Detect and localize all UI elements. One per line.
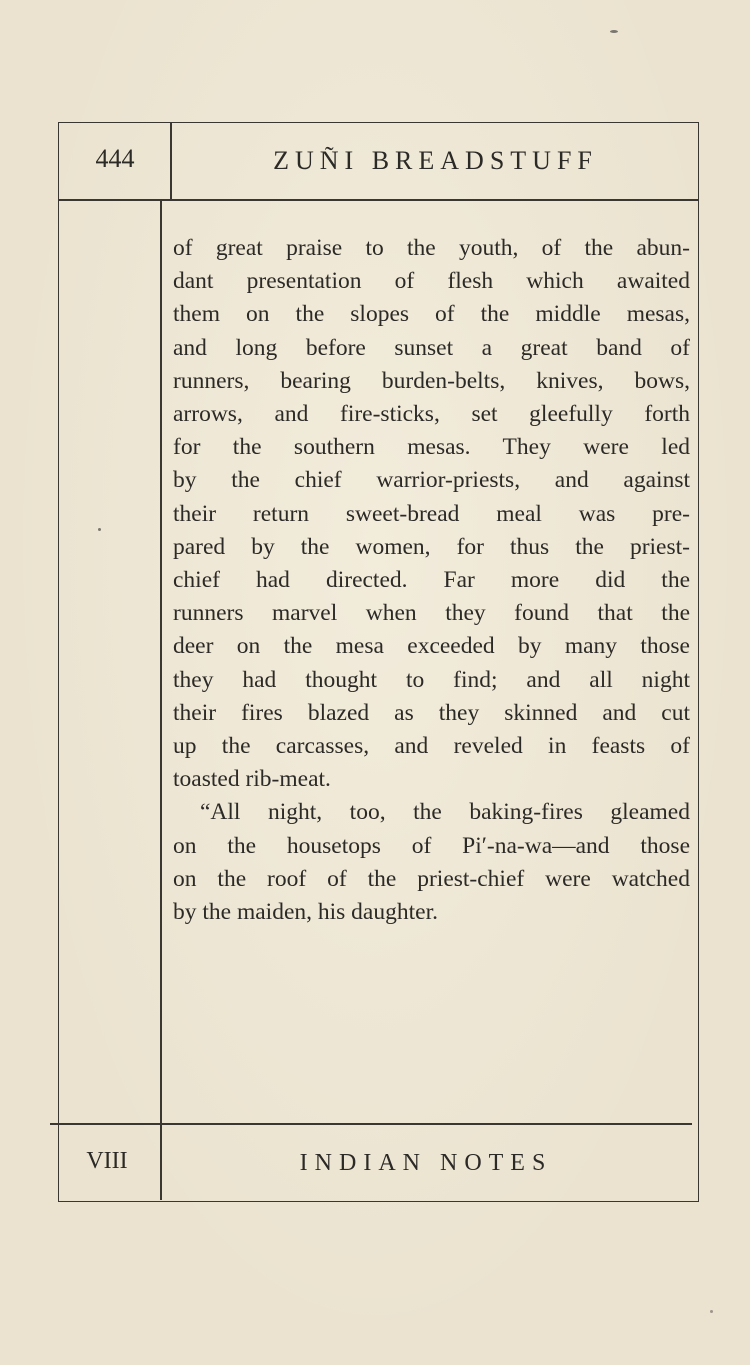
header-rule <box>58 199 699 201</box>
page-number: 444 <box>95 144 135 173</box>
margin-column-divider <box>160 200 162 1200</box>
text-line: deer on the mesa exceeded by many those <box>173 633 690 660</box>
paper-speck <box>98 528 101 531</box>
text-line: chief had directed. Far more did the <box>173 567 690 594</box>
text-line: arrows, and fire-sticks, set gleefully forth <box>173 401 690 428</box>
text-line: their return sweet-bread meal was pre- <box>173 500 690 527</box>
paper-speck <box>710 1310 713 1313</box>
text-line: by the maiden, his daughter. <box>173 899 438 926</box>
text-line: runners, bearing burden-belts, knives, bows, <box>173 367 690 394</box>
text-line: for the southern mesas. They were led <box>173 434 690 461</box>
text-line: and long before sunset a great band of <box>173 334 690 361</box>
running-title: ZUÑI BREADSTUFF <box>273 146 598 175</box>
text-line: dant presentation of flesh which awaited <box>173 268 690 295</box>
text-line: of great praise to the youth, of the abun- <box>173 235 690 261</box>
footer-rule <box>50 1123 692 1125</box>
text-line: pared by the women, for thus the priest- <box>173 533 690 560</box>
text-line: “All night, too, the baking-fires gleamed <box>200 799 690 826</box>
paper-speck <box>610 30 618 33</box>
footer-section: VIII <box>86 1148 128 1174</box>
body-text <box>173 232 690 929</box>
text-line: up the carcasses, and reveled in feasts of <box>173 733 690 760</box>
text-line: on the roof of the priest-chief were watched <box>173 865 690 892</box>
text-line: by the chief warrior-priests, and against <box>173 467 690 494</box>
text-line: their fires blazed as they skinned and cut <box>173 699 690 726</box>
footer-series-title: INDIAN NOTES <box>299 1150 553 1176</box>
text-line: them on the slopes of the middle mesas, <box>173 301 690 328</box>
text-line: they had thought to find; and all night <box>173 666 690 693</box>
text-line: on the housetops of Pi′-na-wa—and those <box>173 832 690 859</box>
text-line: toasted rib-meat. <box>173 766 331 793</box>
text-line: runners marvel when they found that the <box>173 600 690 627</box>
